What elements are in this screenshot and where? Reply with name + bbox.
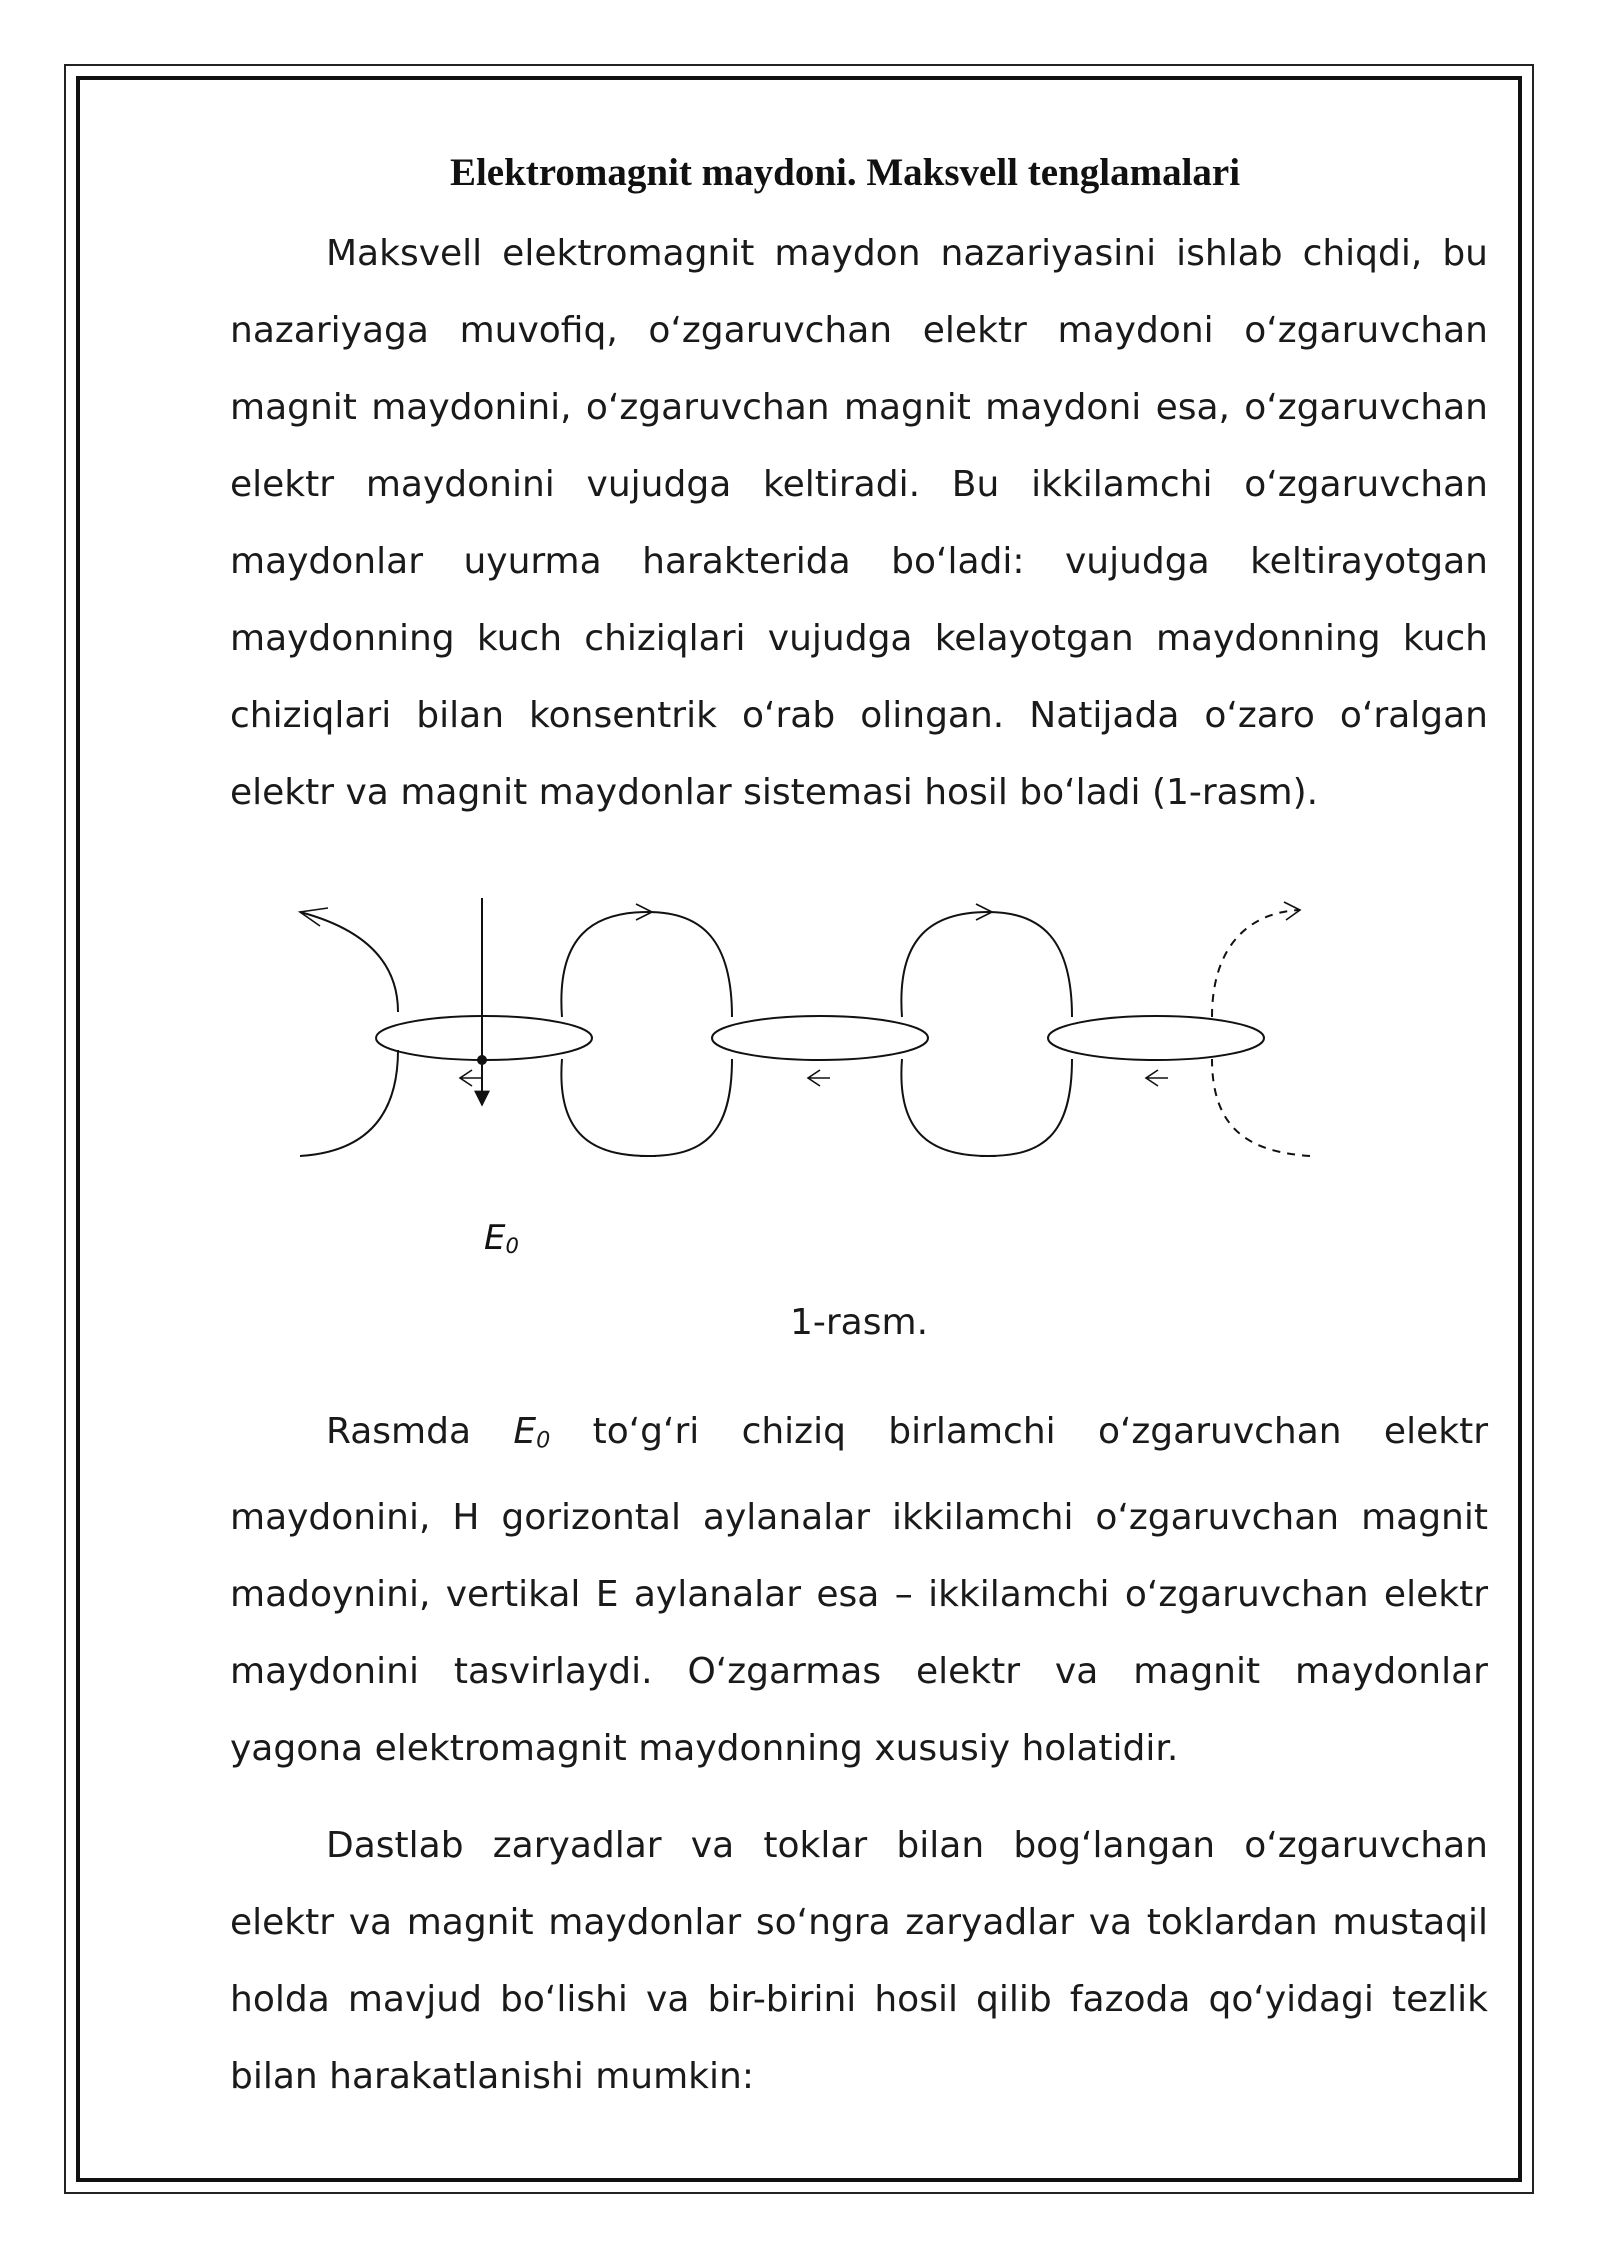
- e0-symbol: $E_0$: [513, 1411, 551, 1454]
- e-loop-3-upper: [901, 912, 1072, 1017]
- paragraph-figure-explanation: Rasmda $E_0$ to‘g‘ri chiziq birlamchi o‘zgaruvchan elektr maydonini, H gorizontal aylanalar ikkilamchi o‘zgaruvchan magnit madoynini, vertikal E aylanalar esa – ikkilamchi o‘zgaruvchan elektr maydonini tasvirlaydi. O‘zgarmas elektr va magnit maydonlar yagona elektromagnit maydonning xususiy holatidir.: [230, 1411, 1488, 1770]
- e-loop-2-lower: [561, 1059, 732, 1156]
- e-loop-2-upper: [561, 912, 732, 1017]
- document-title: Elektromagnit maydoni. Maksvell tenglamalari: [449, 151, 1241, 194]
- h-loop-1: [376, 1016, 592, 1060]
- e-loop-left-upper: [300, 912, 398, 1012]
- paragraph-intro: Maksvell elektromagnit maydon nazariyasini ishlab chiqdi, bu nazariyaga muvofiq, o‘zgaruvchan elektr maydoni o‘zgaruvchan magnit maydonini, o‘zgaruvchan magnit maydoni esa, o‘zgaruvchan elektr maydonini vujudga keltiradi. Bu ikkilamchi o‘zgaruvchan maydonlar uyurma harakterida bo‘ladi: vujudga keltirayotgan maydonning kuch chiziqlari vujudga kelayotgan maydonning kuch chiziqlari bilan konsentrik o‘rab olingan. Natijada o‘zaro o‘ralgan elektr va magnit maydonlar sistemasi hosil bo‘ladi (1-rasm).: [230, 233, 1488, 813]
- e-loop-3-lower: [901, 1059, 1072, 1156]
- e-loop-left-lower: [300, 1050, 398, 1156]
- e0-origin-dot: [477, 1055, 487, 1065]
- arrow-h1: [460, 1070, 482, 1086]
- h-loop-3: [1048, 1016, 1264, 1060]
- paragraph-propagation: Dastlab zaryadlar va toklar bilan bog‘langan o‘zgaruvchan elektr va magnit maydonlar so‘ngra zaryadlar va toklardan mustaqil holda mavjud bo‘lishi va bir-birini hosil qilib fazoda qo‘yidagi tezlik bilan harakatlanishi mumkin:: [230, 1825, 1488, 2097]
- figure-caption: 1-rasm.: [789, 1302, 929, 1343]
- field-diagram: [290, 860, 1350, 1280]
- e0-label: $E_0$: [484, 1218, 519, 1259]
- arrow-h3: [1146, 1070, 1168, 1086]
- arrow-h2: [808, 1070, 830, 1086]
- h-loop-2: [712, 1016, 928, 1060]
